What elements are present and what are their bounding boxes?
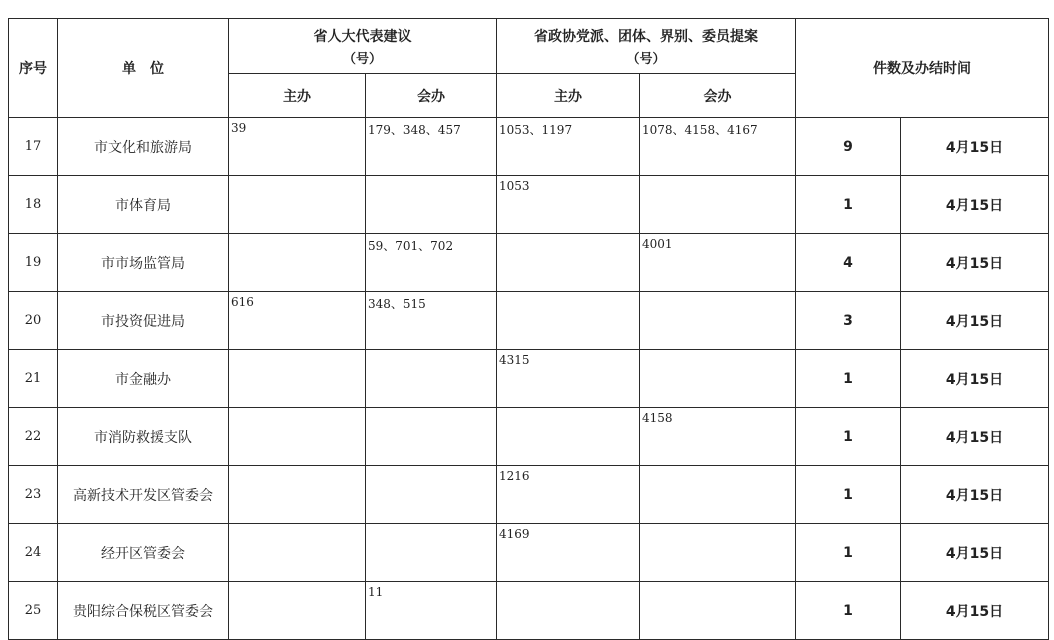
row-date: 4月15日	[901, 582, 1049, 640]
row-npc-host: 616	[229, 292, 366, 350]
row-cppcc-co	[640, 350, 796, 408]
row-unit: 市消防救援支队	[58, 408, 229, 466]
header-row-top	[9, 19, 1049, 74]
table-row	[9, 582, 1049, 640]
row-count: 1	[796, 350, 901, 408]
row-npc-co	[366, 176, 497, 234]
row-count: 9	[796, 118, 901, 176]
row-seq: 17	[9, 118, 58, 176]
row-cppcc-host	[497, 408, 640, 466]
row-count: 1	[796, 582, 901, 640]
table-row	[9, 524, 1049, 582]
row-npc-co	[366, 524, 497, 582]
row-date: 4月15日	[901, 524, 1049, 582]
row-seq: 20	[9, 292, 58, 350]
row-count: 4	[796, 234, 901, 292]
row-seq: 23	[9, 466, 58, 524]
header-cppcc-host: 主办	[497, 74, 640, 118]
row-npc-co	[366, 350, 497, 408]
row-cppcc-co	[640, 524, 796, 582]
row-npc-host	[229, 176, 366, 234]
row-date: 4月15日	[901, 234, 1049, 292]
row-unit: 市投资促进局	[58, 292, 229, 350]
row-cppcc-co	[640, 292, 796, 350]
row-npc-host	[229, 350, 366, 408]
row-npc-co: 179、348、457	[366, 118, 497, 176]
row-npc-host	[229, 234, 366, 292]
row-npc-host	[229, 582, 366, 640]
header-seq: 序号	[9, 19, 58, 118]
header-cppcc-title: 省政协党派、团体、界别、委员提案	[534, 28, 758, 45]
table-row	[9, 466, 1049, 524]
header-npc-co: 会办	[366, 74, 497, 118]
row-cppcc-co: 1078、4158、4167	[640, 118, 796, 176]
row-npc-host	[229, 524, 366, 582]
row-date: 4月15日	[901, 292, 1049, 350]
row-unit: 贵阳综合保税区管委会	[58, 582, 229, 640]
row-cppcc-host: 1053、1197	[497, 118, 640, 176]
row-seq: 25	[9, 582, 58, 640]
table-row	[9, 234, 1049, 292]
row-cppcc-host: 4315	[497, 350, 640, 408]
row-cppcc-co	[640, 582, 796, 640]
row-npc-host: 39	[229, 118, 366, 176]
header-cppcc-unit: （号）	[626, 51, 666, 67]
row-seq: 18	[9, 176, 58, 234]
header-npc-title: 省人大代表建议	[313, 28, 412, 45]
row-date: 4月15日	[901, 176, 1049, 234]
header-count-date: 件数及办结时间	[796, 19, 1049, 118]
row-cppcc-host	[497, 234, 640, 292]
row-cppcc-co	[640, 466, 796, 524]
row-count: 1	[796, 176, 901, 234]
row-npc-co: 11	[366, 582, 497, 640]
row-npc-host	[229, 408, 366, 466]
row-cppcc-co: 4158	[640, 408, 796, 466]
row-cppcc-host: 4169	[497, 524, 640, 582]
row-npc-host	[229, 466, 366, 524]
row-unit: 市文化和旅游局	[58, 118, 229, 176]
row-seq: 24	[9, 524, 58, 582]
row-unit: 市体育局	[58, 176, 229, 234]
row-cppcc-co	[640, 176, 796, 234]
row-npc-co: 59、701、702	[366, 234, 497, 292]
row-cppcc-host	[497, 582, 640, 640]
row-cppcc-host: 1216	[497, 466, 640, 524]
row-npc-co: 348、515	[366, 292, 497, 350]
row-unit: 市市场监管局	[58, 234, 229, 292]
row-unit: 经开区管委会	[58, 524, 229, 582]
row-seq: 19	[9, 234, 58, 292]
row-cppcc-co: 4001	[640, 234, 796, 292]
row-count: 1	[796, 408, 901, 466]
table-row	[9, 408, 1049, 466]
header-cppcc	[497, 19, 796, 74]
header-npc-unit: （号）	[342, 51, 382, 67]
table-row	[9, 292, 1049, 350]
row-date: 4月15日	[901, 466, 1049, 524]
header-npc	[229, 19, 497, 74]
table-row	[9, 350, 1049, 408]
row-seq: 21	[9, 350, 58, 408]
header-npc-host: 主办	[229, 74, 366, 118]
row-cppcc-host: 1053	[497, 176, 640, 234]
row-count: 1	[796, 466, 901, 524]
row-unit: 高新技术开发区管委会	[58, 466, 229, 524]
row-seq: 22	[9, 408, 58, 466]
row-date: 4月15日	[901, 118, 1049, 176]
row-date: 4月15日	[901, 350, 1049, 408]
table-row	[9, 118, 1049, 176]
row-npc-co	[366, 466, 497, 524]
header-cppcc-co: 会办	[640, 74, 796, 118]
header-unit: 单 位	[58, 19, 229, 118]
row-unit: 市金融办	[58, 350, 229, 408]
table-row	[9, 176, 1049, 234]
row-cppcc-host	[497, 292, 640, 350]
row-date: 4月15日	[901, 408, 1049, 466]
row-count: 3	[796, 292, 901, 350]
row-npc-co	[366, 408, 497, 466]
row-count: 1	[796, 524, 901, 582]
assignment-table	[8, 18, 1049, 640]
